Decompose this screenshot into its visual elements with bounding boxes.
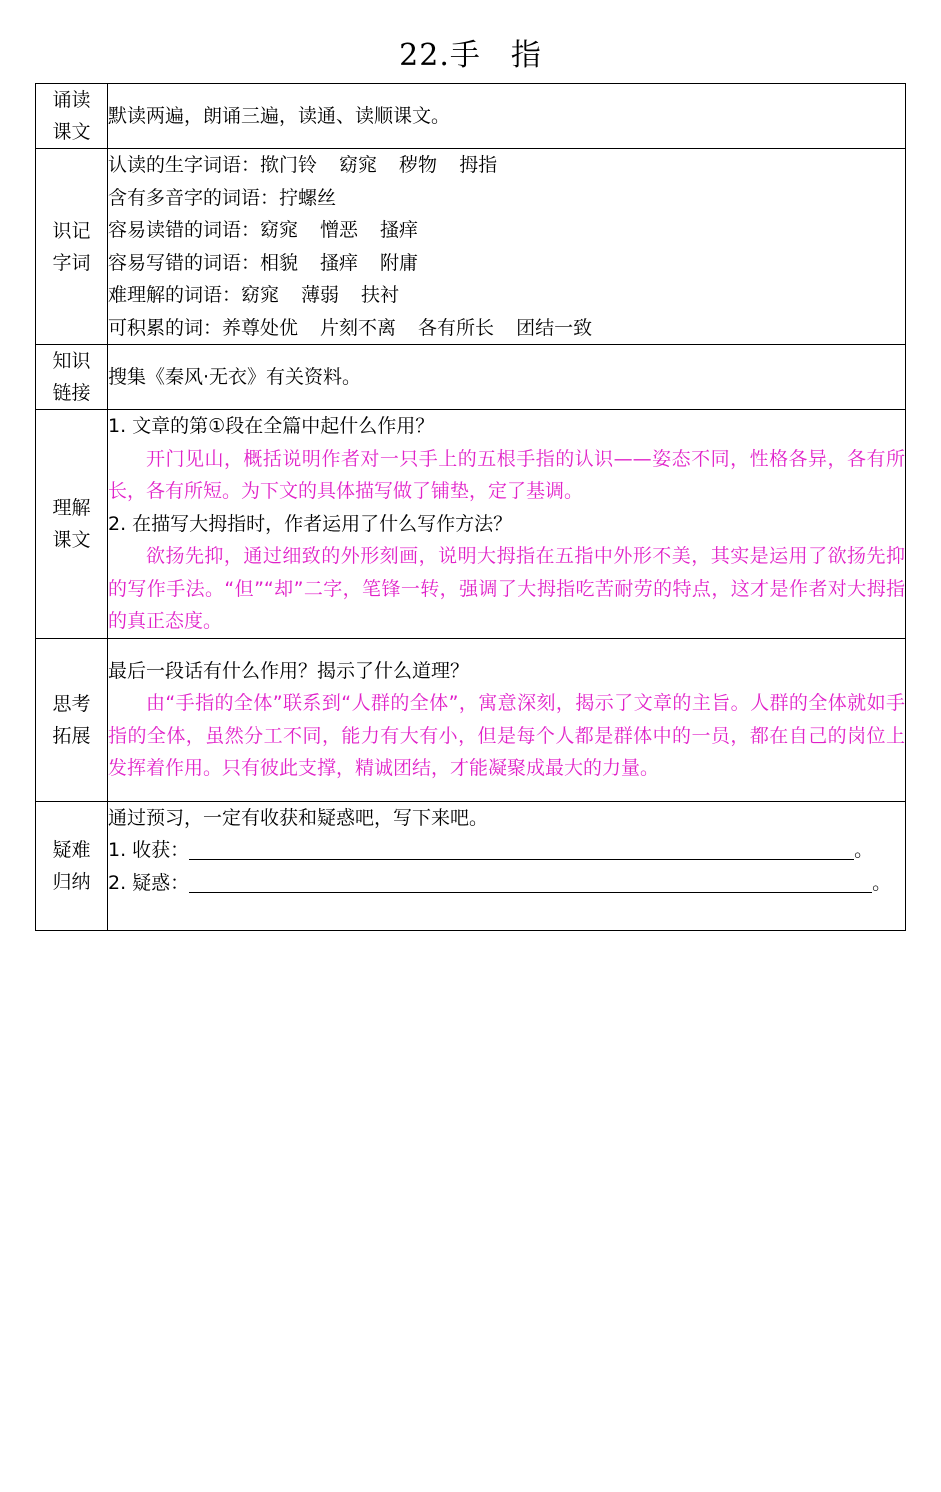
vocab-prefix: 含有多音字的词语：: [108, 186, 280, 209]
label-line: 疑难: [52, 838, 91, 861]
row-understanding: [36, 410, 906, 639]
question-text: 1. 文章的第①段在全篇中起什么作用？: [108, 415, 435, 437]
vocab-word: 窈窕: [260, 219, 299, 241]
vocab-line-polyphone: [108, 182, 905, 215]
row-vocabulary: [36, 149, 906, 345]
vocab-prefix: 可积累的词：: [108, 316, 223, 339]
gains-input-line[interactable]: [189, 835, 854, 860]
row-label-knowledge: [36, 345, 108, 410]
title-char-2: 指: [510, 38, 542, 73]
vocab-line-miswrite: [108, 247, 905, 280]
gains-field-label: 1. 收获：: [108, 839, 190, 861]
knowledge-instruction: 搜集《秦风·无衣》有关资料。: [108, 365, 362, 388]
gains-field-row: [108, 834, 905, 867]
vocab-line-misread: [108, 214, 905, 247]
label-line: 思考: [52, 692, 91, 715]
question-text: 2. 在描写大拇指时，作者运用了什么写作方法？: [108, 512, 513, 535]
label-line: 知识: [52, 350, 91, 372]
row-content-knowledge: [108, 345, 906, 410]
question-text: 最后一段话有什么作用？揭示了什么道理？: [108, 659, 470, 682]
vocab-word: 拧螺丝: [279, 186, 337, 209]
title-char-1: 手: [449, 38, 481, 73]
questions-intro: 通过预习，一定有收获和疑惑吧，写下来吧。: [108, 806, 489, 829]
vocab-word: 附庸: [380, 251, 419, 274]
vocab-line-recognize: [108, 149, 905, 182]
vocab-word: 秽物: [399, 154, 438, 176]
vocab-prefix: 容易写错的词语：: [108, 251, 261, 274]
vocab-word: 相貌: [260, 251, 299, 274]
vocab-word: 各有所长: [418, 316, 495, 339]
doubts-end-mark: 。: [872, 871, 892, 894]
label-line: 课文: [52, 528, 91, 551]
row-content-reading: [108, 84, 906, 149]
page-title: [0, 30, 941, 74]
doubts-input-line[interactable]: [189, 868, 872, 893]
answer-text: 由“手指的全体”联系到“人群的全体”，寓意深刻，揭示了文章的主旨。人群的全体就如手指的全体，虽然分工不同，能力有大有小，但是每个人都是群体中的一员，都在自己的岗位上发挥着作用。只有彼此支撑，精诚团结，才能凝聚成最大的力量。: [108, 692, 905, 779]
label-line: 理解: [52, 496, 91, 519]
row-content-extension: [108, 638, 906, 801]
row-label-vocabulary: [36, 149, 108, 345]
label-line: 链接: [52, 382, 91, 404]
vocab-word: 养尊处优: [222, 316, 299, 339]
vocab-word: 窈窕: [339, 154, 378, 176]
vocab-word: 窈窕: [241, 284, 280, 306]
label-line: 课文: [52, 121, 91, 143]
doubts-field-row: [108, 867, 905, 900]
vocab-word: 搔痒: [380, 219, 419, 241]
reading-instruction: 默读两遍，朗诵三遍，读通、读顺课文。: [108, 104, 451, 127]
vocab-line-accumulate: [108, 312, 905, 345]
label-line: 归纳: [52, 870, 91, 893]
row-content-questions: [108, 801, 906, 930]
row-label-reading: [36, 84, 108, 149]
row-label-understanding: [36, 410, 108, 639]
answer-text: 开门见山，概括说明作者对一只手上的五根手指的认识——姿态不同，性格各异，各有所长，各有所短。为下文的具体描写做了铺垫，定了基调。: [108, 447, 905, 502]
row-knowledge: [36, 345, 906, 410]
label-line: 字词: [52, 251, 91, 274]
doubts-field-label: 2. 疑惑：: [108, 871, 190, 894]
row-questions: [36, 801, 906, 930]
row-content-understanding: [108, 410, 906, 639]
label-line: 识记: [52, 219, 91, 242]
vocab-prefix: 难理解的词语：: [108, 284, 242, 306]
vocab-prefix: 容易读错的词语：: [108, 219, 261, 241]
label-line: 诵读: [52, 89, 91, 111]
vocab-word: 拇指: [459, 154, 498, 176]
row-label-extension: [36, 638, 108, 801]
vocab-word: 扶衬: [361, 284, 400, 306]
answer-text: 欲扬先抑，通过细致的外形刻画，说明大拇指在五指中外形不美，其实是运用了欲扬先抑的写作手法。“但”“却”二字，笔锋一转，强调了大拇指吃苦耐劳的特点，这才是作者对大拇指的真正态度。: [108, 545, 905, 632]
row-label-questions: [36, 801, 108, 930]
vocab-word: 团结一致: [516, 316, 593, 339]
vocab-word: 搔痒: [320, 251, 359, 274]
lesson-number: 22.: [399, 38, 450, 73]
vocab-line-difficult: [108, 279, 905, 312]
preview-worksheet-table: [35, 83, 906, 931]
vocab-word: 揿门铃: [260, 154, 318, 176]
vocab-word: 薄弱: [301, 284, 340, 306]
row-extension: [36, 638, 906, 801]
row-reading: [36, 84, 906, 149]
gains-end-mark: 。: [854, 839, 874, 861]
label-line: 拓展: [52, 724, 91, 747]
row-content-vocabulary: [108, 149, 906, 345]
vocab-word: 片刻不离: [320, 316, 397, 339]
vocab-prefix: 认读的生字词语：: [108, 154, 261, 176]
vocab-word: 憎恶: [320, 219, 359, 241]
